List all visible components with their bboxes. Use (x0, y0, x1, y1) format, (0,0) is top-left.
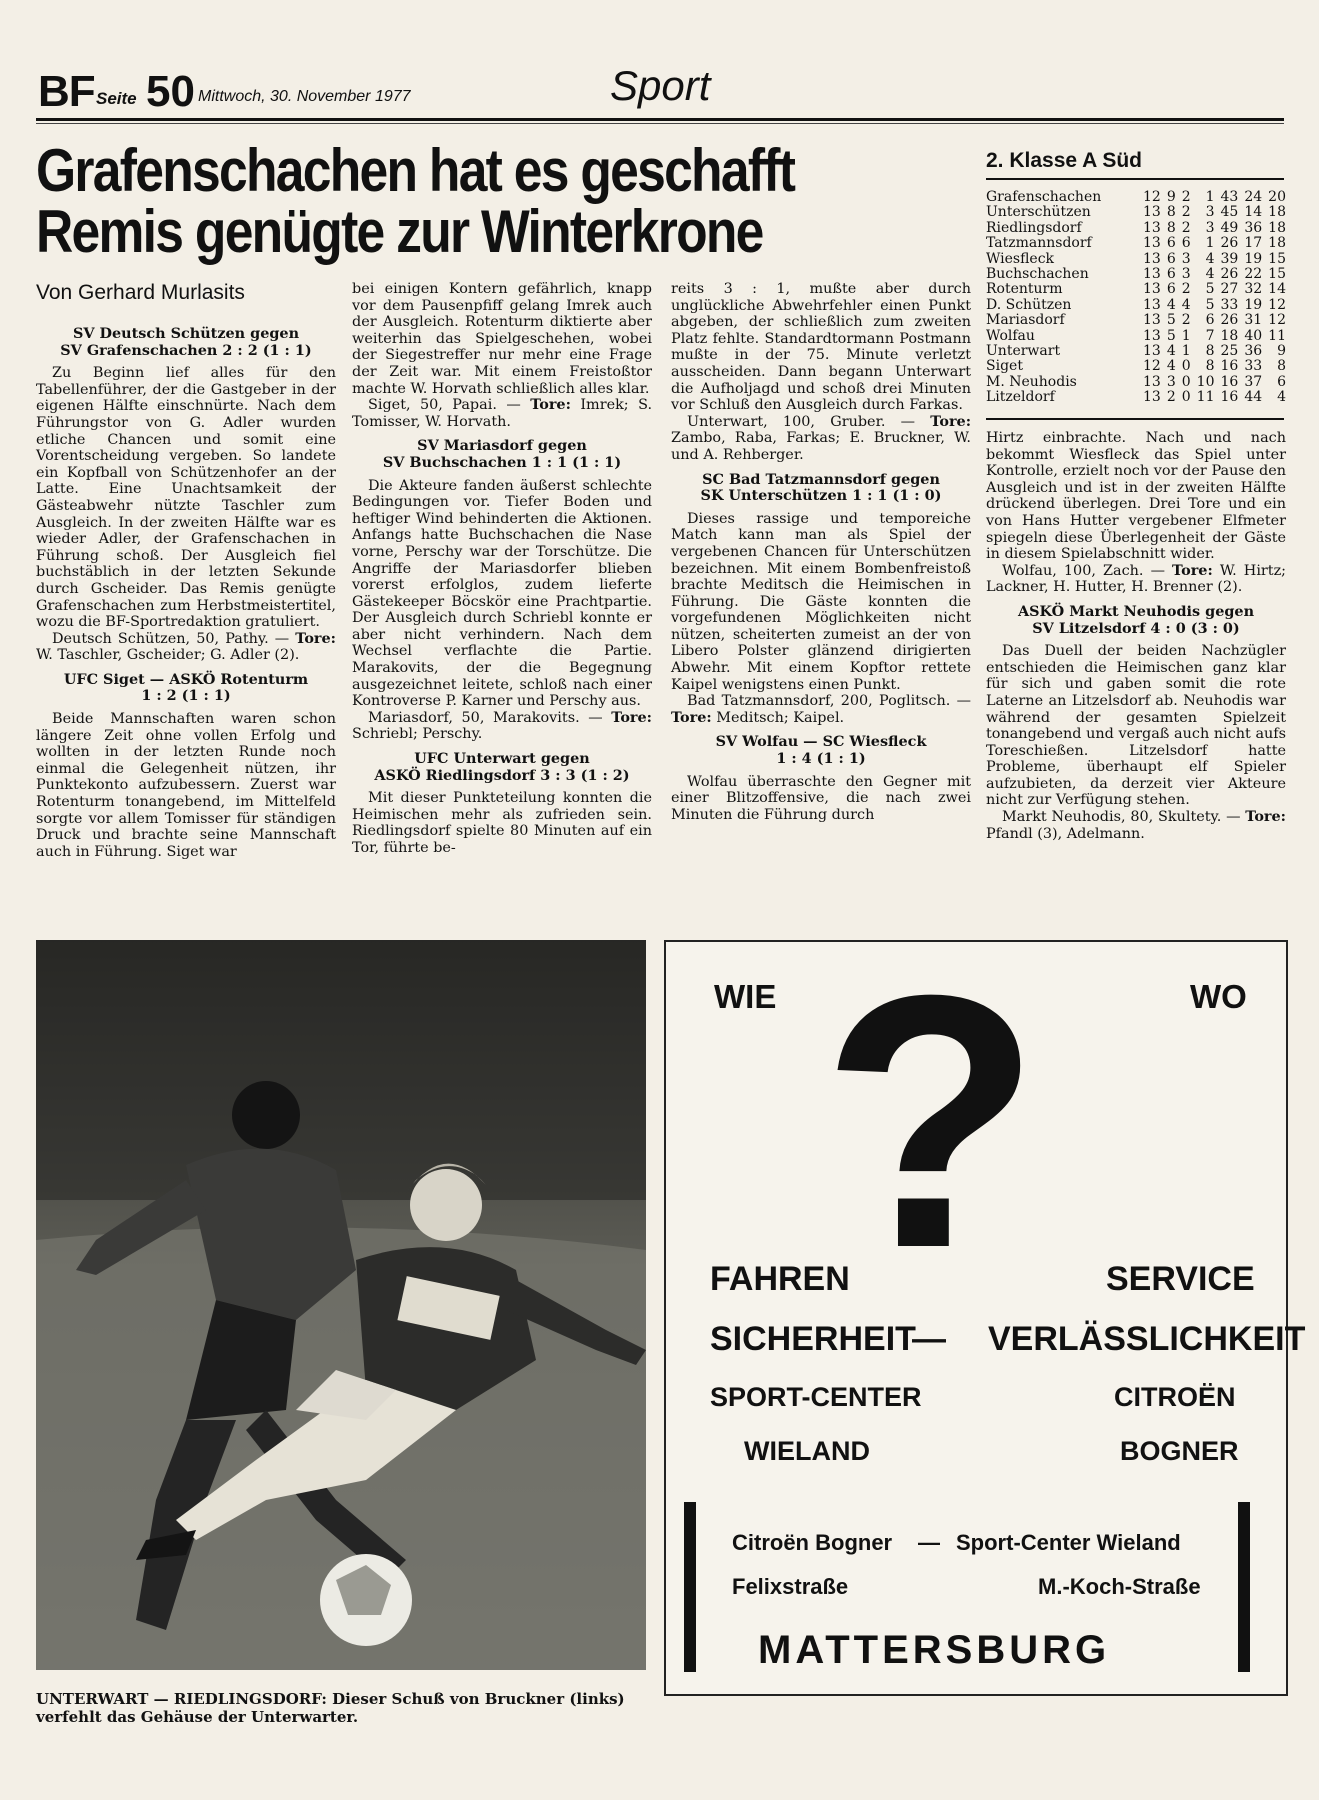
standings-value: 36 (1244, 219, 1263, 236)
standings-value: 19 (1244, 296, 1263, 313)
standings-value: 7 (1205, 327, 1215, 344)
issue-date: Mittwoch, 30. November 1977 (198, 88, 411, 105)
standings-value: 5 (1166, 327, 1176, 344)
match-summary: Markt Neuhodis, 80, Skultety. — Tore: Pfandl (3), Adelmann. (986, 808, 1286, 842)
standings-value: 3 (1166, 373, 1176, 390)
team-name: Buchschachen (986, 266, 1089, 283)
standings-value: 16 (1220, 389, 1239, 406)
standings-value: 14 (1244, 204, 1263, 221)
standings-value: 12 (1268, 296, 1286, 313)
standings-value: 12 (1143, 189, 1161, 205)
standings-value: 3 (1181, 250, 1191, 267)
standings-value: 45 (1220, 204, 1239, 221)
standings-value: 39 (1220, 250, 1239, 267)
header-rule (36, 118, 1284, 121)
standings-value: 22 (1244, 266, 1263, 283)
article-column-1 (36, 318, 336, 860)
match-report: Beide Mannschaften waren schon längere Zeit ohne vollen Erfolg und wollten in der letzten Runde noch einmal die Gelegenheit nützen, ihr Punktekonto aufzubessern. Zuerst war Rotenturm tonangebend, im Mittelfeld sorgte vor allem Tomisser für ständigen Druck und brachte seine Mannschaft auch in Führung. Siget war (36, 711, 336, 860)
standings-value: 4 (1181, 296, 1191, 313)
team-name: Unterschützen (986, 204, 1091, 221)
ad-wo: WO (1190, 978, 1247, 1015)
standings-value: 1 (1181, 343, 1191, 360)
standings-value: 10 (1196, 373, 1215, 390)
standings-value: 5 (1166, 312, 1176, 329)
team-name: Riedlingsdorf (986, 219, 1082, 236)
match-summary: Mariasdorf, 50, Marakovits. — Tore: Schriebl; Perschy. (352, 708, 652, 743)
standings-value: 4 (1166, 296, 1176, 313)
standings-value: 33 (1244, 358, 1263, 375)
ad-dash: — (912, 1320, 946, 1358)
question-mark-icon: ? (821, 921, 1041, 1323)
standings-value: 16 (1220, 358, 1239, 375)
standings-value: 3 (1205, 204, 1215, 221)
standings-value: 44 (1244, 389, 1263, 406)
standings-value: 1 (1181, 327, 1191, 344)
ad-bar-right (1238, 1502, 1250, 1672)
standings-row (986, 282, 1289, 297)
standings-value: 43 (1220, 189, 1239, 205)
article-column-2 (352, 281, 652, 857)
ad-fahren: FAHREN (710, 1260, 850, 1298)
ad-wie: WIE (714, 978, 777, 1015)
standings-value: 5 (1205, 281, 1215, 298)
standings-value: 15 (1268, 250, 1286, 267)
standings-row (986, 267, 1289, 282)
match-report: Zu Beginn lief alles für den Tabellenführer, der die Gastgeber in der eigenen Hälfte einschnürte. Nach dem Führungstor von G. Adler wurden etliche Chancen und somit eine Vorentscheidung vergeben. So landete ein Kopfball von Schützenhofer an der Latte. Eine Unachtsamkeit der Gästeabwehr nützte Taschler zum Ausgleich. In der zweiten Hälfte war es wieder Adler, der Grafenschachen in Führung schoß. Der Ausgleich fiel buchstäblich in der letzten Sekunde durch Gscheider. Das Remis genügte Grafenschachen zum Herbstmeistertitel, wozu die BF-Sportredaktion gratuliert. (36, 365, 336, 631)
standings-value: 4 (1277, 389, 1286, 406)
standings-value: 33 (1220, 296, 1239, 313)
standings-value: 20 (1268, 189, 1286, 205)
standings-table (986, 190, 1289, 406)
match-summary: Wolfau, 100, Zach. — Tore: W. Hirtz; Lackner, H. Hutter, H. Brenner (2). (986, 561, 1287, 596)
standings-value: 24 (1244, 189, 1263, 205)
standings-rule-bottom (986, 418, 1284, 420)
ad-town: MATTERSBURG (758, 1628, 1111, 1672)
ad-bogner: BOGNER (1120, 1436, 1239, 1466)
standings-value: 26 (1220, 266, 1239, 283)
standings-value: 17 (1244, 235, 1263, 252)
standings-row (986, 313, 1289, 328)
standings-value: 2 (1181, 312, 1191, 329)
standings-value: 8 (1277, 358, 1286, 375)
header-rule-thin (36, 123, 1284, 124)
ad-citroen: CITROËN (1114, 1382, 1236, 1412)
match-report-continued: reits 3 : 1, mußte aber durch unglückliche Abwehrfehler einen Punkt abgeben, der schließlich zum zweiten Platz fehlte. Standardtormann Postmann mußte in der 75. Minute verletzt ausscheiden. Dann begann Unterwart die Aufholjagd und schoß drei Minuten vor Schluß den Ausgleich durch Farkas. (671, 281, 971, 414)
page-label: Seite (96, 89, 137, 108)
photo-caption: UNTERWART — RIEDLINGSDORF: Dieser Schuß von Bruckner (links) verfehlt das Gehäuse der Unterwarter. (36, 1690, 625, 1726)
team-name: Rotenturm (986, 281, 1063, 298)
standings-value: 8 (1205, 358, 1215, 375)
standings-value: 11 (1196, 389, 1215, 406)
headline-line-2: Remis genügte zur Winterkrone (36, 198, 763, 266)
standings-value: 25 (1220, 343, 1239, 360)
standings-value: 12 (1268, 312, 1286, 329)
team-name: Litzeldorf (986, 389, 1055, 406)
standings-value: 5 (1205, 296, 1215, 313)
article-column-3 (671, 281, 971, 823)
team-name: D. Schützen (986, 296, 1072, 313)
standings-value: 18 (1268, 204, 1286, 221)
standings-value: 49 (1220, 219, 1239, 236)
match-report: Dieses rassige und temporeiche Match kann man als Spiel der vergebenen Chancen für Unterschützen bezeichnen. Mit einem Bombenfreistoß brachte Meditsch die Heimischen in Führung. Die Gäste konnten die vorgefundenen Möglichkeiten nicht nützen, scheiterten zumeist an der von Libero Polster glänzend dirigierten Abwehr. Mit einem Kopftor rettete Kaipel wenigstens einen Punkt. (671, 510, 971, 693)
standings-row (986, 375, 1289, 390)
match-heading: SC Bad Tatzmannsdorf gegen SK Unterschützen 1 : 1 (1 : 0) (700, 470, 942, 505)
team-name: Grafenschachen (986, 189, 1102, 205)
standings-row (986, 205, 1289, 220)
standings-value: 31 (1244, 312, 1263, 329)
standings-value: 14 (1268, 281, 1286, 298)
standings-value: 13 (1143, 389, 1161, 406)
standings-value: 27 (1220, 281, 1239, 298)
standings-value: 15 (1268, 266, 1286, 283)
standings-value: 13 (1143, 250, 1161, 267)
team-name: Wolfau (986, 327, 1035, 344)
ad-sport-center: SPORT-CENTER (710, 1382, 922, 1412)
standings-value: 8 (1166, 219, 1176, 236)
article-column-4 (986, 430, 1286, 842)
team-name: Unterwart (986, 343, 1061, 360)
standings-value: 6 (1205, 312, 1215, 329)
match-report: Mit dieser Punkteteilung konnten die Heimischen mehr als zufrieden sein. Riedlingsdorf spielte 80 Minuten auf ein Tor, führte be- (352, 790, 652, 856)
standings-row (986, 236, 1289, 251)
standings-value: 11 (1268, 327, 1286, 344)
standings-row (986, 329, 1289, 344)
standings-row (986, 190, 1289, 205)
standings-value: 12 (1143, 358, 1161, 375)
standings-value: 9 (1166, 189, 1176, 205)
standings-value: 19 (1244, 250, 1263, 267)
standings-value: 0 (1181, 389, 1191, 406)
standings-value: 18 (1268, 219, 1286, 236)
team-name: Tatzmannsdorf (986, 235, 1092, 252)
match-heading: SV Deutsch Schützen gegen SV Grafenschachen 2 : 2 (1 : 1) (60, 325, 312, 359)
newspaper-logo: BF (38, 67, 95, 116)
standings-value: 2 (1166, 389, 1176, 406)
team-name: M. Neuhodis (986, 373, 1077, 390)
standings-value: 37 (1244, 373, 1263, 390)
standings-value: 8 (1205, 343, 1215, 360)
ad-address-dash: — (918, 1530, 940, 1555)
standings-value: 2 (1181, 219, 1191, 236)
standings-value: 13 (1143, 204, 1161, 221)
standings-value: 13 (1143, 235, 1161, 252)
standings-value: 13 (1143, 296, 1161, 313)
ad-verlaesslichkeit: VERLÄSSLICHKEIT (988, 1320, 1306, 1358)
match-summary: Unterwart, 100, Gruber. — Tore: Zambo, Raba, Farkas; E. Bruckner, W. und A. Rehberger. (671, 412, 972, 463)
ad-wieland: WIELAND (744, 1436, 870, 1466)
standings-value: 6 (1277, 373, 1286, 390)
ad-bar-left (684, 1502, 696, 1672)
standings-value: 2 (1181, 189, 1191, 205)
match-report: Die Akteure fanden äußerst schlechte Bedingungen vor. Tiefer Boden und heftiger Wind behinderten die Aktionen. Anfangs hatte Buchschachen die Nase vorne, Perschy war der Torschütze. Die Angriffe der Mariasdorfer blieben vorerst erfolglos, zudem lieferte Gästekeeper Böcskör eine Prachtpartie. Der Ausgleich durch Schriebl konnte er aber nicht verhindern. Nach dem Wechsel verflachte die Partie. Marakovits, der die Begegnung ausgezeichnet leitete, schloß nach einer Kontroverse P. Karner und Perschy aus. (352, 477, 652, 710)
standings-value: 26 (1220, 312, 1239, 329)
standings-value: 16 (1220, 373, 1239, 390)
standings-row (986, 252, 1289, 267)
standings-value: 6 (1166, 266, 1176, 283)
standings-value: 6 (1166, 235, 1176, 252)
headline-line-1: Grafenschachen hat es geschafft (36, 137, 795, 204)
headline (36, 137, 827, 266)
match-heading: UFC Unterwart gegen ASKÖ Riedlingsdorf 3 : 3 (1 : 2) (374, 750, 630, 784)
standings-row (986, 221, 1289, 236)
standings-value: 32 (1244, 281, 1263, 298)
standings-value: 13 (1143, 373, 1161, 390)
standings-value: 8 (1166, 204, 1176, 221)
standings-value: 13 (1143, 266, 1161, 283)
standings-value: 9 (1277, 343, 1286, 360)
match-photo-illustration (36, 940, 646, 1670)
match-heading: SV Wolfau — SC Wiesfleck 1 : 4 (1 : 1) (715, 733, 927, 768)
match-report: Wolfau überraschte den Gegner mit einer Blitzoffensive, die nach zwei Minuten die Führung durch (671, 773, 971, 823)
match-summary: Deutsch Schützen, 50, Pathy. — Tore: W. Taschler, Gscheider; G. Adler (2). (36, 629, 336, 664)
match-report: Das Duell der beiden Nachzügler entschieden die Heimischen ganz klar für sich und gaben somit die rote Laterne an Litzelsdorf ab. Neuhodis war während der gesamten Spielzeit tonangebend und vergaß auch nicht aufs Toreschießen. Litzelsdorf hatte Probleme, überhaupt elf Spieler aufzubieten, da derzeit vier Akteure nicht zur Verfügung stehen. (986, 643, 1286, 809)
ad-address-left: Citroën Bogner (732, 1530, 893, 1555)
standings-value: 3 (1205, 219, 1215, 236)
match-summary: Bad Tatzmannsdorf, 200, Poglitsch. — Tore: Meditsch; Kaipel. (671, 693, 971, 726)
standings-title: 2. Klasse A Süd (986, 149, 1143, 172)
standings-value: 18 (1220, 327, 1239, 344)
standings-value: 4 (1166, 343, 1176, 360)
standings-value: 36 (1244, 343, 1263, 360)
team-name: Mariasdorf (986, 312, 1065, 329)
standings-value: 13 (1143, 327, 1161, 344)
ad-service: SERVICE (1106, 1260, 1255, 1298)
standings-value: 0 (1181, 373, 1191, 390)
standings-value: 2 (1181, 281, 1191, 298)
standings-value: 2 (1181, 204, 1191, 221)
byline: Von Gerhard Murlasits (36, 281, 245, 304)
standings-value: 4 (1205, 266, 1215, 283)
match-heading: ASKÖ Markt Neuhodis gegen SV Litzelsdorf 4 : 0 (3 : 0) (1017, 602, 1255, 637)
standings-value: 13 (1143, 312, 1161, 329)
match-summary: Siget, 50, Papai. — Tore: Imrek; S. Tomisser, W. Horvath. (352, 396, 653, 430)
standings-value: 1 (1205, 189, 1215, 205)
standings-value: 13 (1143, 281, 1161, 298)
standings-value: 13 (1143, 343, 1161, 360)
ad-street-right: M.-Koch-Straße (1038, 1574, 1201, 1599)
standings-value: 4 (1166, 358, 1176, 375)
standings-row (986, 390, 1289, 405)
page-number: 50 (146, 67, 195, 116)
standings-value: 4 (1205, 250, 1215, 267)
match-report-continued: Hirtz einbrachte. Nach und nach bekommt Wiesfleck das Spiel unter Kontrolle, erzielt noch vor der Pause den Ausgleich und ist in der zweiten Hälfte drückend überlegen. Drei Tore und ein von Hans Hutter vergebener Elfmeter spiegeln diese Überlegenheit der Gäste in diesem Spielabschnitt wider. (986, 430, 1286, 563)
standings-row (986, 344, 1289, 359)
match-photo (36, 940, 646, 1670)
standings-value: 1 (1205, 235, 1215, 252)
standings-value: 40 (1244, 327, 1263, 344)
standings-value: 26 (1220, 235, 1239, 252)
standings-rule-top (986, 178, 1284, 180)
team-name: Wiesfleck (986, 250, 1055, 267)
standings-value: 13 (1143, 219, 1161, 236)
standings-row (986, 359, 1289, 374)
standings-value: 3 (1181, 266, 1191, 283)
match-report-continued: bei einigen Kontern gefährlich, knapp vor dem Pausenpfiff gelang Imrek auch der Ausgleich. Rotenturm diktierte aber weiterhin das Spielgeschehen, wobei der Siegestreffer nur mehr eine Frage der Zeit war. Mit einem Freistoßtor machte W. Horvath schließlich alles klar. (352, 281, 652, 397)
team-name: Siget (986, 358, 1023, 375)
match-heading: UFC Siget — ASKÖ Rotenturm 1 : 2 (1 : 1) (63, 670, 309, 705)
ad-sicherheit: SICHERHEIT (710, 1320, 916, 1358)
standings-row (986, 298, 1289, 313)
advertisement (664, 921, 1306, 1696)
ad-address-right: Sport-Center Wieland (956, 1530, 1181, 1555)
standings-value: 6 (1181, 235, 1191, 252)
standings-value: 0 (1181, 358, 1191, 375)
standings-value: 18 (1268, 235, 1286, 252)
standings-value: 6 (1166, 250, 1176, 267)
match-heading: SV Mariasdorf gegen SV Buchschachen 1 : 1 (1 : 1) (382, 437, 622, 471)
ad-street-left: Felixstraße (732, 1574, 849, 1599)
section-title: Sport (610, 62, 711, 109)
standings-value: 6 (1166, 281, 1176, 298)
